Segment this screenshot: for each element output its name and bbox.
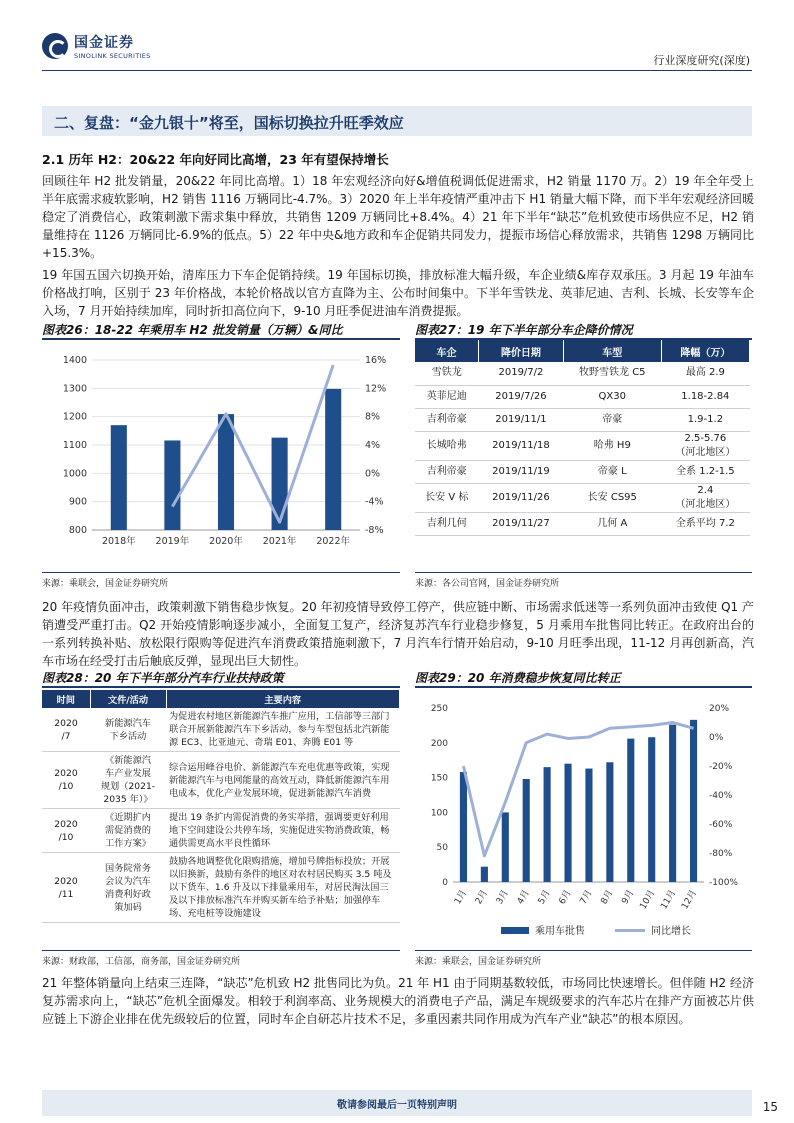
paragraph-1: 回顾往年 H2 批发销量，20&22 年同比高增。1）18 年宏观经济向好&增值税调低促进需求，H2 销量 1170 万。2）19 年全年受上半年底需求疲软影响，H2 销售 1116 万辆同比-4.7%。3）2020 年上半年疫情严重冲击下 H1 销量大幅下降，而下半年宏观经济回暖稳定了消费信心，政策刺激下需求集中释放，共销售 1209 万辆同比+8.4%。4）21 年下半年“缺芯”危机致使市场供应不足，H2 销量维持在 1126 万辆同比-6.9%的低点。5）22 年中央&地方政和车企促销共同发力，提振市场信心释放需求，共销售 1298 万辆同比+15.3%。 — [42, 174, 754, 260]
header-divider — [42, 70, 752, 71]
y-tick-label: 1400 — [62, 355, 87, 366]
paragraph-4: 21 年整体销量向上结束三连降，“缺芯”危机致 H2 批售同比为负。21 年 H1 由于同期基数较低，市场同比快速增长。但伴随 H2 经济复苏需求向上，“缺芯”危机全面爆发。相较于利润率高、业务规模大的消费电子产品，满足车规级要求的汽车芯片在排产方面被芯片供应链上下游企业排在优先级较后的位置，同时车企自研芯片技术不足，多重因素共同作用成为汽车产业“缺芯”的根本原因。 — [42, 976, 754, 1026]
bar — [523, 779, 530, 882]
t27-cell: 英菲尼迪 — [415, 385, 479, 408]
t27-cell: 2.5-5.76 （河北地区） — [661, 431, 749, 460]
bar — [669, 725, 676, 882]
paragraph-3: 20 年疫情负面冲击，政策刺激下销售稳步恢复。20 年初疫情导致停工停产，供应链中断、市场需求低迷等一系列负面冲击致使 Q1 产销遭受严重打击。Q2 开始疫情影响逐步减小，全面复工复产，经济复苏汽车行业稳步修复，5 月乘用车批售同比转正。在政府出台的一系列转换补贴、放松限行限购等促进汽车消费政策措施刺激下，7 月汽车行情开始启动，9-10 月旺季出现，11-12 月再创新高，汽车市场在经受打击后触底反弹，显现出巨大韧性。 — [42, 600, 754, 668]
table-row — [42, 708, 400, 752]
x-tick-label: 3月 — [494, 888, 511, 907]
t27-cell: 雪铁龙 — [415, 362, 479, 385]
t28-cell: 综合运用峰谷电价、新能源汽车充电优惠等政策，实现新能源汽车与电网能量的高效互动，降低新能源汽车用电成本，优化产业发展环境，促进新能源汽车消费 — [166, 752, 400, 809]
fig29-bottom-rule — [415, 950, 752, 951]
report-type: 行业深度研究(深度) — [653, 54, 750, 67]
t27-header-cut: 降幅（万） — [661, 340, 749, 362]
x-tick-label: 2020年 — [209, 536, 243, 547]
logo — [42, 32, 151, 60]
bar — [690, 720, 697, 882]
logo-icon — [42, 33, 68, 59]
fig28-bottom-rule — [42, 950, 400, 951]
y2-tick-label: 16% — [365, 355, 387, 366]
t27-cell: 2019/11/19 — [479, 460, 564, 483]
t27-cell: 1.9-1.2 — [661, 408, 749, 431]
t27-cell: 全系 1.2-1.5 — [661, 460, 749, 483]
bar — [111, 425, 127, 530]
fig26-source: 来源：乘联会，国金证券研究所 — [42, 579, 169, 589]
y2-tick-label: 20% — [709, 704, 730, 714]
fig27-bottom-rule — [415, 572, 752, 573]
x-tick-label: 7月 — [578, 888, 595, 907]
t27-cell: 1.18-2.84 — [661, 385, 749, 408]
t27-cell: 帝豪 — [563, 408, 661, 431]
section-banner — [42, 106, 752, 136]
series-line — [463, 723, 693, 856]
y2-tick-label: 8% — [365, 411, 381, 423]
t28-cell: 鼓励各地调整优化限购措施，增加号牌指标投放；开展以旧换新，鼓励有条件的地区对农村居民购买 3.5 吨及以下货车、1.6 升及以下排量乘用车，对居民淘汰国三及以下排放标准汽车并购买新车给予补贴；加强停车场、充电桩等设施建设 — [166, 853, 400, 923]
fig28-title: 图表28：20 年下半年部分汽车行业扶持政策 — [42, 668, 400, 688]
fig26-bottom-rule — [42, 572, 400, 573]
t27-cell: 哈弗 H9 — [563, 431, 661, 460]
t27-header-company: 车企 — [415, 340, 479, 362]
y2-tick-label: -4% — [365, 496, 384, 508]
table-row — [415, 483, 750, 512]
bar — [564, 764, 571, 882]
t27-cell: QX30 — [563, 385, 661, 408]
y2-tick-label: 0% — [365, 468, 381, 480]
y-tick-label: 150 — [430, 773, 448, 784]
fig27-table — [415, 340, 750, 536]
x-tick-label: 8月 — [599, 888, 616, 907]
y2-tick-label: -60% — [709, 820, 733, 830]
t27-cell: 吉利帝豪 — [415, 408, 479, 431]
x-tick-label: 1月 — [453, 888, 470, 907]
table-row — [415, 362, 750, 385]
t27-cell: 最高 2.9 — [661, 362, 749, 385]
t28-cell: 国务院常务 会议为汽车 消费利好政 策加码 — [90, 853, 166, 923]
x-tick-label: 6月 — [557, 888, 574, 907]
y-tick-label: 200 — [430, 738, 448, 749]
t28-cell: 《近期扩内 需促消费的 工作方案》 — [90, 809, 166, 853]
x-tick-label: 9月 — [620, 888, 637, 907]
bar — [502, 812, 509, 882]
t27-cell: 长安 CS95 — [563, 483, 661, 512]
fig27-title: 图表27：19 年下半年部分车企降价情况 — [415, 320, 752, 340]
x-tick-label: 2021年 — [262, 536, 297, 547]
x-tick-label: 12月 — [680, 888, 700, 912]
t28-cell: 2020 /10 — [42, 752, 90, 809]
y2-tick-label: 12% — [365, 383, 387, 395]
bar — [481, 867, 488, 882]
y-tick-label: 1200 — [62, 411, 87, 423]
fig26-title: 图表26：18-22 年乘用车 H2 批发销量（万辆）&同比 — [42, 320, 400, 340]
x-tick-label: 2019年 — [155, 536, 190, 547]
bar — [460, 772, 467, 882]
table-row — [42, 853, 400, 923]
table-row — [415, 512, 750, 535]
y2-tick-label: -40% — [709, 791, 733, 801]
t27-cell: 帝豪 L — [563, 460, 661, 483]
y-tick-label: 100 — [430, 808, 448, 819]
bar — [648, 737, 655, 882]
t27-cell: 2019/11/27 — [479, 512, 564, 535]
t27-cell: 几何 A — [563, 512, 661, 535]
legend-bar-swatch — [501, 927, 529, 934]
fig29-source: 来源：乘联会，国金证券研究所 — [415, 957, 542, 967]
fig26-chart — [42, 348, 400, 558]
t27-cell: 2.4 （河北地区） — [661, 483, 749, 512]
t27-cell: 吉利帝豪 — [415, 460, 479, 483]
logo-text-en: SINOLINK SECURITIES — [74, 52, 151, 60]
t28-cell: 提出 19 条扩内需促消费的务实举措，强调要更好利用地下空间建设公共停车场，实施促进实物消费政策，畅通供需更高水平良性循环 — [166, 809, 400, 853]
t27-header-model: 车型 — [563, 340, 661, 362]
bar — [218, 414, 234, 530]
table-row — [415, 460, 750, 483]
t27-cell: 长城哈弗 — [415, 431, 479, 460]
x-tick-label: 5月 — [536, 888, 553, 907]
bar — [585, 769, 592, 882]
t28-cell: 2020 /7 — [42, 708, 90, 752]
x-tick-label: 11月 — [659, 888, 679, 912]
y-tick-label: 250 — [430, 704, 448, 714]
x-tick-label: 2022年 — [316, 536, 351, 547]
sub-section-title: 2.1 历年 H2：20&22 年向好同比高增，23 年有望保持增长 — [42, 152, 389, 167]
page-header — [0, 0, 794, 78]
t27-cell: 牧野雪铁龙 C5 — [563, 362, 661, 385]
bar — [272, 438, 288, 530]
table-row — [42, 752, 400, 809]
table-row — [415, 408, 750, 431]
t27-cell: 2019/11/1 — [479, 408, 564, 431]
y-tick-label: 1300 — [62, 383, 87, 395]
y-tick-label: 900 — [68, 496, 87, 508]
y-tick-label: 1100 — [62, 440, 87, 451]
t27-cell: 2019/11/18 — [479, 431, 564, 460]
footer-disclaimer: 敬请参阅最后一页特别声明 — [337, 1100, 457, 1111]
t27-cell: 2019/7/2 — [479, 362, 564, 385]
bar — [544, 767, 551, 882]
table-row — [415, 385, 750, 408]
section-title: 二、复盘：“金九银十”将至，国标切换拉升旺季效应 — [54, 114, 404, 132]
x-tick-label: 10月 — [638, 888, 658, 912]
t28-header-time: 时间 — [42, 690, 90, 708]
bar — [627, 739, 634, 882]
bar — [325, 389, 341, 530]
fig28-table — [42, 690, 400, 923]
legend-line-label: 同比增长 — [651, 926, 691, 937]
t28-cell: 新能源汽车 下乡活动 — [90, 708, 166, 752]
fig29-title: 图表29：20 年消费稳步恢复同比转正 — [415, 668, 752, 688]
bar — [606, 762, 613, 882]
t28-cell: 《新能源汽 车产业发展 规划（2021- 2035 年）》 — [90, 752, 166, 809]
t27-cell: 长安 V 标 — [415, 483, 479, 512]
t27-header-date: 降价日期 — [479, 340, 564, 362]
page-number: 15 — [762, 1100, 778, 1114]
y2-tick-label: -100% — [709, 878, 738, 888]
y2-tick-label: -80% — [709, 849, 733, 859]
y-tick-label: 0 — [442, 878, 448, 888]
t27-cell: 吉利几何 — [415, 512, 479, 535]
table-row — [415, 431, 750, 460]
footer-banner — [42, 1090, 752, 1116]
fig28-source: 来源：财政部，工信部，商务部，国金证券研究所 — [42, 957, 241, 967]
x-tick-label: 4月 — [515, 888, 532, 907]
logo-text-cn: 国金证券 — [74, 35, 134, 51]
t28-cell: 2020 /10 — [42, 809, 90, 853]
y2-tick-label: -20% — [709, 762, 733, 772]
x-tick-label: 2月 — [473, 888, 490, 907]
y-tick-label: 800 — [68, 525, 87, 536]
t28-cell: 2020 /11 — [42, 853, 90, 923]
t28-header-content: 主要内容 — [166, 690, 400, 708]
fig29-chart — [415, 696, 752, 946]
t28-cell: 为促进农村地区新能源汽车推广应用，工信部等三部门联合开展新能源汽车下乡活动，参与车型包括北汽新能源 EC3、比亚迪元、奇瑞 E01、奔腾 E01 等 — [166, 708, 400, 752]
y2-tick-label: -8% — [365, 525, 384, 536]
t28-header-document: 文件/活动 — [90, 690, 166, 708]
paragraph-2: 19 年国五国六切换开始，清库压力下车企促销持续。19 年国标切换，排放标准大幅升级，车企业绩&库存双承压。3 月起 19 年油车价格战打响，区别于 23 年价格战，本轮价格战以官方直降为主、公布时间集中。下半年雪铁龙、英菲尼迪、吉利、长城、长安等车企入场，7 月开始持续加库，同时折扣高位向下，9-10 月旺季促进油车消费提振。 — [42, 268, 754, 318]
t27-cell: 2019/11/26 — [479, 483, 564, 512]
table-row — [42, 809, 400, 853]
t27-cell: 2019/7/26 — [479, 385, 564, 408]
y2-tick-label: 4% — [365, 440, 381, 451]
fig27-source: 来源：各公司官网，国金证券研究所 — [415, 579, 560, 589]
t27-cell: 全系平均 7.2 — [661, 512, 749, 535]
x-tick-label: 2018年 — [101, 536, 136, 547]
legend-bar-label: 乘用车批售 — [535, 926, 585, 937]
y-tick-label: 1000 — [62, 468, 87, 480]
y-tick-label: 50 — [436, 843, 448, 854]
y2-tick-label: 0% — [709, 733, 724, 743]
bar — [164, 440, 180, 530]
